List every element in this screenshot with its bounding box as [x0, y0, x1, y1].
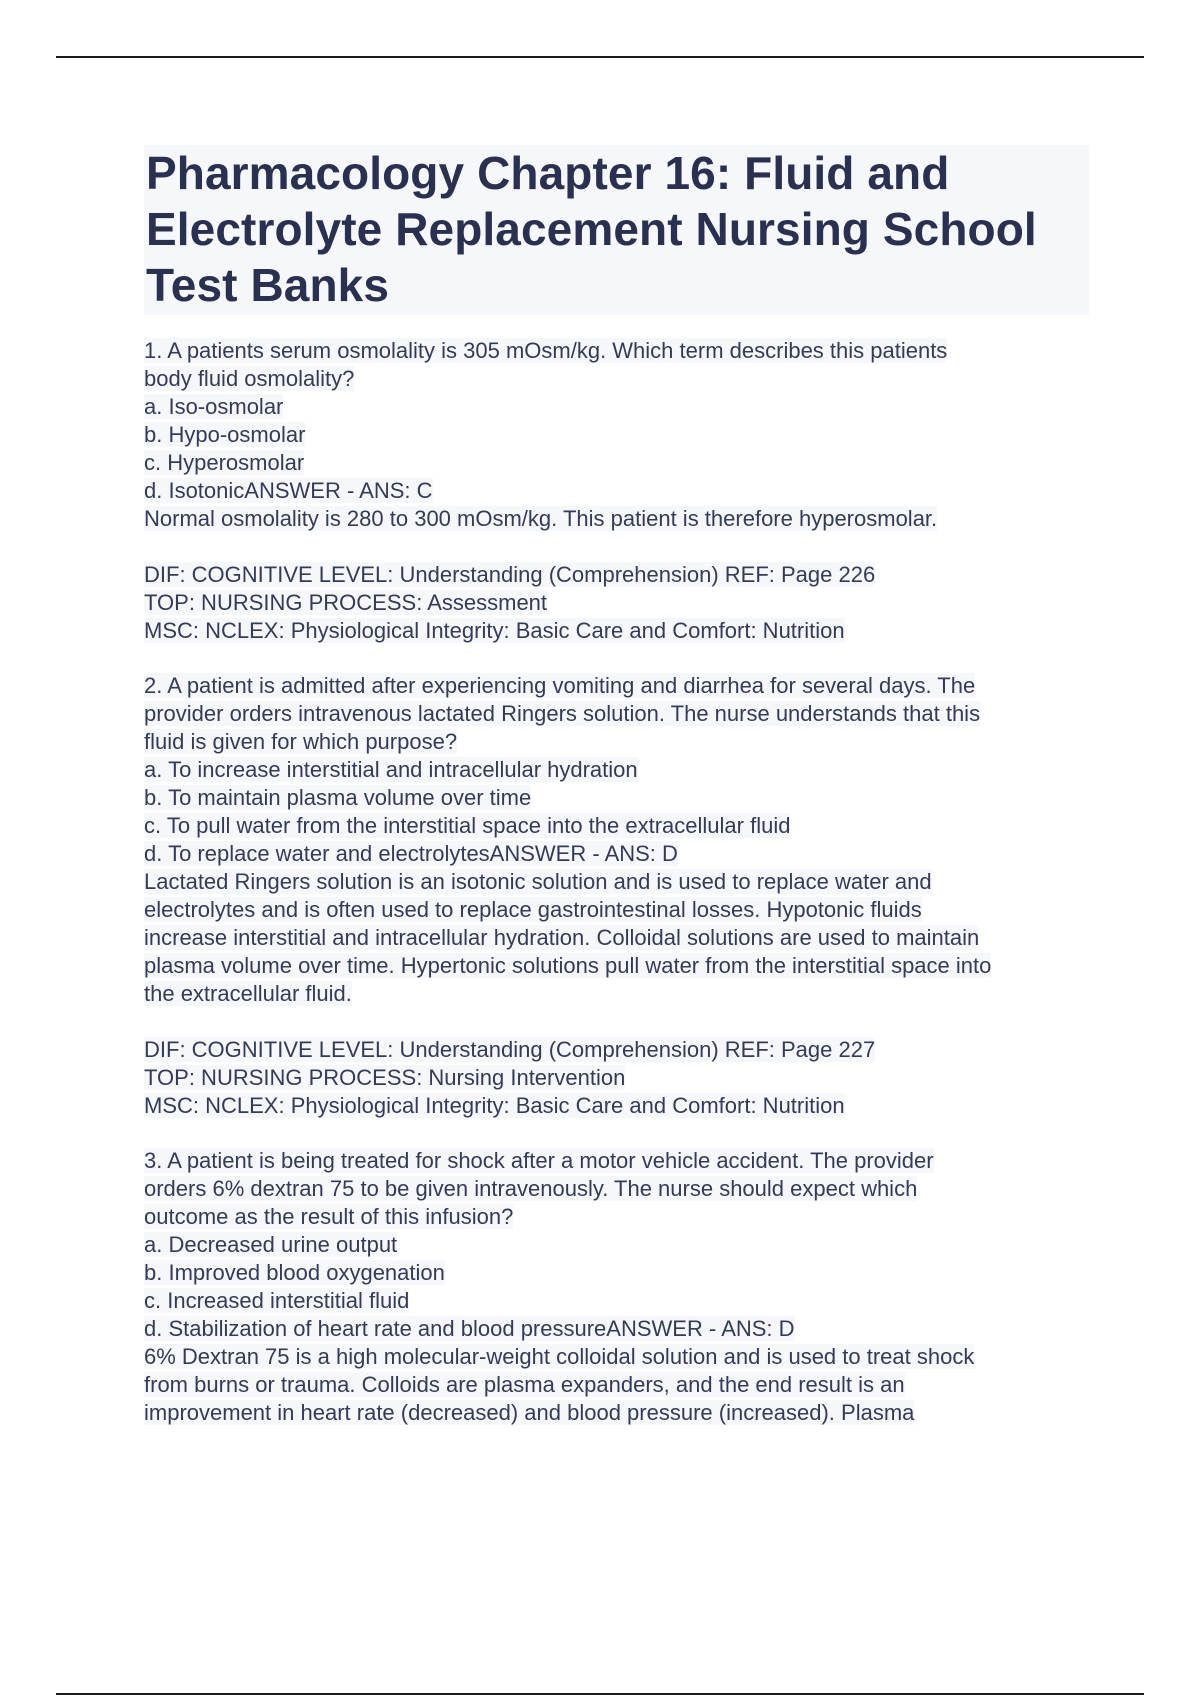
document-body	[144, 145, 1089, 1454]
question-list	[144, 337, 1089, 1427]
meta-line: TOP: NURSING PROCESS: Nursing Intervention	[144, 1065, 626, 1090]
question-stem-line: provider orders intravenous lactated Ringers solution. The nurse understands that this	[144, 701, 981, 726]
meta-line: MSC: NCLEX: Physiological Integrity: Basic Care and Comfort: Nutrition	[144, 618, 845, 643]
spacer	[144, 533, 1089, 561]
answer-option: b. To maintain plasma volume over time	[144, 785, 532, 810]
meta-line: MSC: NCLEX: Physiological Integrity: Basic Care and Comfort: Nutrition	[144, 1093, 845, 1118]
answer-option: c. Increased interstitial fluid	[144, 1288, 410, 1313]
answer-option: b. Improved blood oxygenation	[144, 1260, 445, 1285]
question-2	[144, 672, 1089, 1120]
answer-option: d. Stabilization of heart rate and blood pressureANSWER - ANS: D	[144, 1316, 795, 1341]
top-rule	[56, 56, 1144, 58]
title-line: Test Banks	[146, 259, 390, 311]
answer-option: d. To replace water and electrolytesANSWER - ANS: D	[144, 841, 678, 866]
rationale-line: plasma volume over time. Hypertonic solutions pull water from the interstitial space into	[144, 953, 992, 978]
question-stem-line: fluid is given for which purpose?	[144, 729, 458, 754]
answer-option: a. Decreased urine output	[144, 1232, 398, 1257]
answer-option: b. Hypo-osmolar	[144, 422, 306, 447]
bottom-rule	[56, 1693, 1144, 1695]
title-line: Electrolyte Replacement Nursing School	[146, 203, 1037, 255]
rationale-line: increase interstitial and intracellular hydration. Colloidal solutions are used to maintain	[144, 925, 980, 950]
answer-option: a. To increase interstitial and intracellular hydration	[144, 757, 638, 782]
rationale-line: from burns or trauma. Colloids are plasma expanders, and the end result is an	[144, 1372, 905, 1397]
question-stem-line: body fluid osmolality?	[144, 366, 355, 391]
answer-option: a. Iso-osmolar	[144, 394, 284, 419]
meta-line: DIF: COGNITIVE LEVEL: Understanding (Comprehension) REF: Page 227	[144, 1037, 876, 1062]
question-stem-line: orders 6% dextran 75 to be given intravenously. The nurse should expect which	[144, 1176, 918, 1201]
rationale-line: Normal osmolality is 280 to 300 mOsm/kg. This patient is therefore hyperosmolar.	[144, 506, 938, 531]
answer-option: c. Hyperosmolar	[144, 450, 305, 475]
answer-option: d. IsotonicANSWER - ANS: C	[144, 478, 433, 503]
rationale-line: electrolytes and is often used to replace gastrointestinal losses. Hypotonic fluids	[144, 897, 922, 922]
question-stem-line: 3. A patient is being treated for shock after a motor vehicle accident. The provider	[144, 1148, 934, 1173]
title-block	[144, 145, 1089, 315]
rationale-line: Lactated Ringers solution is an isotonic solution and is used to replace water and	[144, 869, 932, 894]
question-stem-line: outcome as the result of this infusion?	[144, 1204, 514, 1229]
question-3	[144, 1147, 1089, 1427]
document-title	[146, 145, 1087, 315]
rationale-line: improvement in heart rate (decreased) and blood pressure (increased). Plasma	[144, 1400, 915, 1425]
question-stem-line: 1. A patients serum osmolality is 305 mOsm/kg. Which term describes this patients	[144, 338, 948, 363]
rationale-line: the extracellular fluid.	[144, 981, 352, 1006]
question-stem-line: 2. A patient is admitted after experiencing vomiting and diarrhea for several days. The	[144, 673, 976, 698]
question-1	[144, 337, 1089, 645]
spacer	[144, 1008, 1089, 1036]
meta-line: TOP: NURSING PROCESS: Assessment	[144, 590, 548, 615]
rationale-line: 6% Dextran 75 is a high molecular-weight colloidal solution and is used to treat shock	[144, 1344, 975, 1369]
meta-line: DIF: COGNITIVE LEVEL: Understanding (Comprehension) REF: Page 226	[144, 562, 876, 587]
title-line: Pharmacology Chapter 16: Fluid and	[146, 147, 950, 199]
answer-option: c. To pull water from the interstitial space into the extracellular fluid	[144, 813, 791, 838]
